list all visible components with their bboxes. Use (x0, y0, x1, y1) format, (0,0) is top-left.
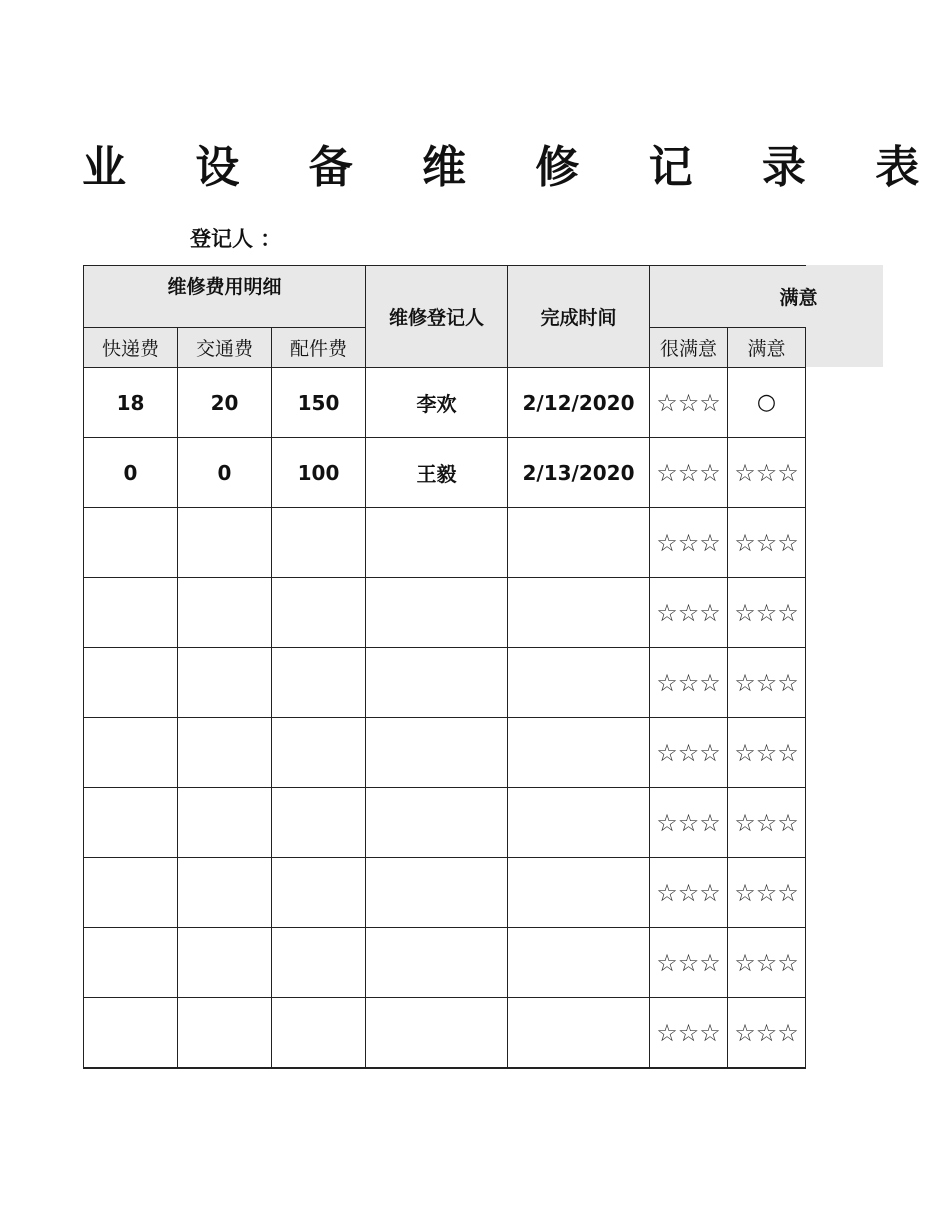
parts-fee-cell[interactable] (272, 648, 366, 718)
satisfied-cell[interactable]: ☆☆☆ (728, 998, 806, 1069)
table-body (84, 368, 806, 1069)
completion-time-cell[interactable]: 2/12/2020 (508, 368, 650, 438)
table-row (84, 928, 806, 998)
header-courier-fee[interactable]: 快递费 (84, 328, 178, 368)
registrar-label: 登记人 ： (190, 227, 282, 251)
courier-fee-cell[interactable] (84, 928, 178, 998)
table-row (84, 438, 806, 508)
very-satisfied-cell[interactable]: ☆☆☆ (650, 578, 728, 648)
registrar-cell[interactable] (366, 718, 508, 788)
header-very-satisfied[interactable]: 很满意 (650, 328, 728, 368)
registrar-cell[interactable] (366, 998, 508, 1069)
registrar-cell[interactable] (366, 928, 508, 998)
registrar-cell[interactable] (366, 578, 508, 648)
table-row (84, 998, 806, 1069)
satisfied-cell[interactable]: ☆☆☆ (728, 438, 806, 508)
registrar-cell[interactable]: 李欢 (366, 368, 508, 438)
very-satisfied-cell[interactable]: ☆☆☆ (650, 368, 728, 438)
completion-time-cell[interactable] (508, 928, 650, 998)
transport-fee-cell[interactable] (178, 928, 272, 998)
very-satisfied-cell[interactable]: ☆☆☆ (650, 788, 728, 858)
header-satisfaction-label: 满意 (779, 287, 818, 309)
parts-fee-cell[interactable] (272, 858, 366, 928)
table-row (84, 648, 806, 718)
satisfied-cell[interactable]: ☆☆☆ (728, 718, 806, 788)
completion-time-cell[interactable]: 2/13/2020 (508, 438, 650, 508)
parts-fee-cell[interactable] (272, 508, 366, 578)
header-satisfied[interactable]: 满意 (728, 328, 806, 368)
transport-fee-cell[interactable] (178, 578, 272, 648)
repair-record-table (83, 265, 818, 1069)
registrar-cell[interactable]: 王毅 (366, 438, 508, 508)
satisfied-cell[interactable]: ○ (728, 368, 806, 438)
table-row (84, 578, 806, 648)
courier-fee-cell[interactable] (84, 578, 178, 648)
very-satisfied-cell[interactable]: ☆☆☆ (650, 998, 728, 1069)
parts-fee-cell[interactable] (272, 788, 366, 858)
completion-time-cell[interactable] (508, 998, 650, 1069)
completion-time-cell[interactable] (508, 858, 650, 928)
transport-fee-cell[interactable] (178, 648, 272, 718)
header-fee-detail[interactable]: 维修费用明细 (84, 266, 366, 328)
registrar-cell[interactable] (366, 508, 508, 578)
header-transport-fee[interactable]: 交通费 (178, 328, 272, 368)
transport-fee-cell[interactable] (178, 718, 272, 788)
header-overflow-fill (805, 265, 883, 367)
courier-fee-cell[interactable] (84, 858, 178, 928)
header-satisfaction[interactable] (650, 266, 818, 328)
registrar-cell[interactable] (366, 858, 508, 928)
header-parts-fee[interactable]: 配件费 (272, 328, 366, 368)
table-row (84, 508, 806, 578)
registrar-cell[interactable] (366, 788, 508, 858)
courier-fee-cell[interactable]: 18 (84, 368, 178, 438)
completion-time-cell[interactable] (508, 578, 650, 648)
transport-fee-cell[interactable] (178, 858, 272, 928)
courier-fee-cell[interactable] (84, 508, 178, 578)
transport-fee-cell[interactable] (178, 998, 272, 1069)
courier-fee-cell[interactable] (84, 718, 178, 788)
courier-fee-cell[interactable] (84, 788, 178, 858)
table-row (84, 788, 806, 858)
transport-fee-cell[interactable] (178, 508, 272, 578)
registrar-cell[interactable] (366, 648, 508, 718)
courier-fee-cell[interactable] (84, 998, 178, 1069)
completion-time-cell[interactable] (508, 718, 650, 788)
page-title: 业 设 备 维 修 记 录 表 (82, 142, 947, 193)
transport-fee-cell[interactable] (178, 788, 272, 858)
courier-fee-cell[interactable] (84, 648, 178, 718)
header-completion-time[interactable]: 完成时间 (508, 266, 650, 368)
satisfied-cell[interactable]: ☆☆☆ (728, 648, 806, 718)
satisfied-cell[interactable]: ☆☆☆ (728, 928, 806, 998)
header-repair-registrar[interactable]: 维修登记人 (366, 266, 508, 368)
completion-time-cell[interactable] (508, 648, 650, 718)
very-satisfied-cell[interactable]: ☆☆☆ (650, 718, 728, 788)
courier-fee-cell[interactable]: 0 (84, 438, 178, 508)
satisfied-cell[interactable]: ☆☆☆ (728, 858, 806, 928)
very-satisfied-cell[interactable]: ☆☆☆ (650, 928, 728, 998)
very-satisfied-cell[interactable]: ☆☆☆ (650, 648, 728, 718)
completion-time-cell[interactable] (508, 508, 650, 578)
very-satisfied-cell[interactable]: ☆☆☆ (650, 508, 728, 578)
parts-fee-cell[interactable] (272, 998, 366, 1069)
transport-fee-cell[interactable]: 20 (178, 368, 272, 438)
table-row (84, 718, 806, 788)
very-satisfied-cell[interactable]: ☆☆☆ (650, 438, 728, 508)
parts-fee-cell[interactable]: 150 (272, 368, 366, 438)
very-satisfied-cell[interactable]: ☆☆☆ (650, 858, 728, 928)
parts-fee-cell[interactable] (272, 718, 366, 788)
satisfied-cell[interactable]: ☆☆☆ (728, 578, 806, 648)
parts-fee-cell[interactable]: 100 (272, 438, 366, 508)
satisfied-cell[interactable]: ☆☆☆ (728, 788, 806, 858)
table-row (84, 858, 806, 928)
parts-fee-cell[interactable] (272, 578, 366, 648)
completion-time-cell[interactable] (508, 788, 650, 858)
transport-fee-cell[interactable]: 0 (178, 438, 272, 508)
satisfied-cell[interactable]: ☆☆☆ (728, 508, 806, 578)
parts-fee-cell[interactable] (272, 928, 366, 998)
table-row (84, 368, 806, 438)
